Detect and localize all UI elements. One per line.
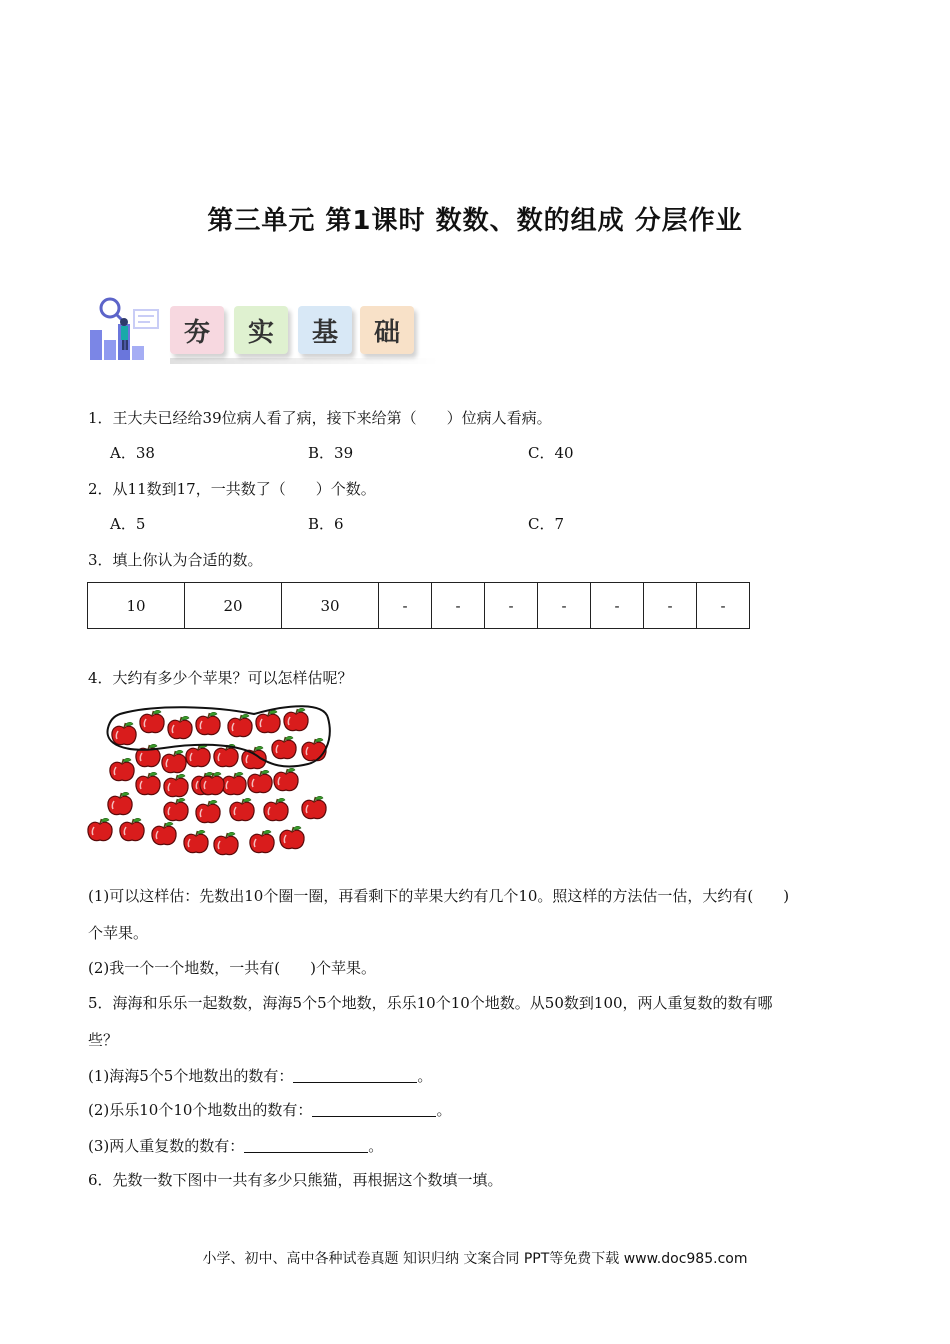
apple-icon [274, 768, 298, 790]
question-4-stem: 4．大约有多少个苹果？可以怎样估呢？ [88, 669, 353, 687]
number-blank-cell[interactable]: - [644, 583, 697, 629]
question-1-stem: 1．王大夫已经给39位病人看了病，接下来给第（ ）位病人看病。 [88, 409, 552, 427]
apple-icon [214, 832, 238, 854]
apple-icon [168, 716, 192, 738]
apple-icon [196, 800, 220, 822]
answer-blank[interactable] [293, 1068, 417, 1083]
number-blank-cell[interactable]: - [432, 583, 485, 629]
apple-icon [196, 712, 220, 734]
apple-icon [302, 738, 326, 760]
banner-tile-1 [170, 306, 224, 354]
apple-icon [264, 798, 288, 820]
apple-icon [108, 792, 132, 814]
question-4-sub2: (2)我一个一个地数，一共有( )个苹果。 [88, 959, 376, 977]
sentence-end: 。 [368, 1137, 384, 1155]
number-blank-cell[interactable]: - [379, 583, 432, 629]
apples-picture [84, 700, 344, 860]
apple-icon [222, 772, 246, 794]
banner-char-1: 夯 [183, 317, 210, 348]
number-blank-cell[interactable]: - [485, 583, 538, 629]
number-cell: 20 [185, 583, 282, 629]
number-blank-cell[interactable]: - [591, 583, 644, 629]
apple-icon [186, 744, 210, 766]
banner-char-2: 实 [247, 317, 274, 348]
question-5-stem-line1: 5．海海和乐乐一起数数，海海5个5个地数，乐乐10个10个地数。从50数到100，两人重复数的数有哪 [88, 994, 773, 1012]
question-4-sub1-line1: (1)可以这样估：先数出10个圈一圈，再看剩下的苹果大约有几个10。照这样的方法估一估，大约有( ) [88, 887, 790, 905]
apple-icon [110, 758, 134, 780]
apple-icon [140, 710, 164, 732]
banner-shadow [170, 358, 440, 364]
number-blank-cell[interactable]: - [538, 583, 591, 629]
apples-group [88, 708, 326, 854]
question-3-stem: 3．填上你认为合适的数。 [88, 551, 263, 569]
answer-blank[interactable] [244, 1138, 368, 1153]
apple-icon [228, 714, 252, 736]
apple-icon [120, 818, 144, 840]
apple-icon [162, 750, 186, 772]
number-blank-cell[interactable]: - [697, 583, 750, 629]
banner-tile-4 [360, 306, 414, 354]
apple-icon [164, 774, 188, 796]
question-4-sub1-line2: 个苹果。 [88, 924, 149, 942]
question-5-sub2-row [88, 1100, 451, 1120]
apple-icon [112, 722, 136, 744]
apple-icon [136, 772, 160, 794]
apple-icon [250, 830, 274, 852]
apple-icon [230, 798, 254, 820]
question-6-stem: 6．先数一数下图中一共有多少只熊猫，再根据这个数填一填。 [88, 1171, 503, 1189]
number-cell: 10 [88, 583, 185, 629]
apple-icon [256, 710, 280, 732]
number-cell: 30 [282, 583, 379, 629]
sentence-end: 。 [436, 1101, 452, 1119]
apple-icon [152, 822, 176, 844]
section-banner [88, 292, 448, 372]
analytics-figure-icon [88, 294, 162, 366]
page-title: 第三单元 第1课时 数数、数的组成 分层作业 [207, 206, 743, 236]
apple-icon [184, 830, 208, 852]
banner-tile-2 [234, 306, 288, 354]
apple-icon [302, 796, 326, 818]
question-2-option-c[interactable]: C．7 [528, 515, 565, 533]
question-5-sub3-row [88, 1136, 383, 1156]
question-5-sub1-row [88, 1066, 432, 1086]
question-5-stem-line2: 些？ [88, 1031, 119, 1049]
question-5-sub1-label: (1)海海5个5个地数出的数有： [88, 1067, 294, 1085]
sentence-end: 。 [417, 1067, 433, 1085]
answer-blank[interactable] [312, 1102, 436, 1117]
apple-icon [136, 744, 160, 766]
question-5-sub2-label: (2)乐乐10个10个地数出的数有： [88, 1101, 313, 1119]
apple-icon [284, 708, 308, 730]
page-footer: 小学、初中、高中各种试卷真题 知识归纳 文案合同 PPT等免费下载 www.doc985.com [202, 1251, 748, 1267]
question-1-option-b[interactable]: B．39 [308, 444, 354, 462]
question-1-option-a[interactable]: A．38 [110, 444, 155, 462]
question-1-option-c[interactable]: C．40 [528, 444, 574, 462]
apple-icon [164, 798, 188, 820]
apple-icon [248, 770, 272, 792]
apple-icon [272, 736, 296, 758]
question-5-sub3-label: (3)两人重复数的数有： [88, 1137, 245, 1155]
apple-icon [280, 826, 304, 848]
question-2-option-a[interactable]: A．5 [110, 515, 146, 533]
number-fill-table [87, 582, 750, 629]
question-2-stem: 2．从11数到17，一共数了（ ）个数。 [88, 480, 376, 498]
apple-icon [88, 818, 112, 840]
apple-icon [200, 772, 224, 794]
banner-char-3: 基 [311, 317, 338, 348]
banner-tile-3 [298, 306, 352, 354]
question-2-option-b[interactable]: B．6 [308, 515, 344, 533]
banner-char-4: 础 [373, 317, 400, 348]
